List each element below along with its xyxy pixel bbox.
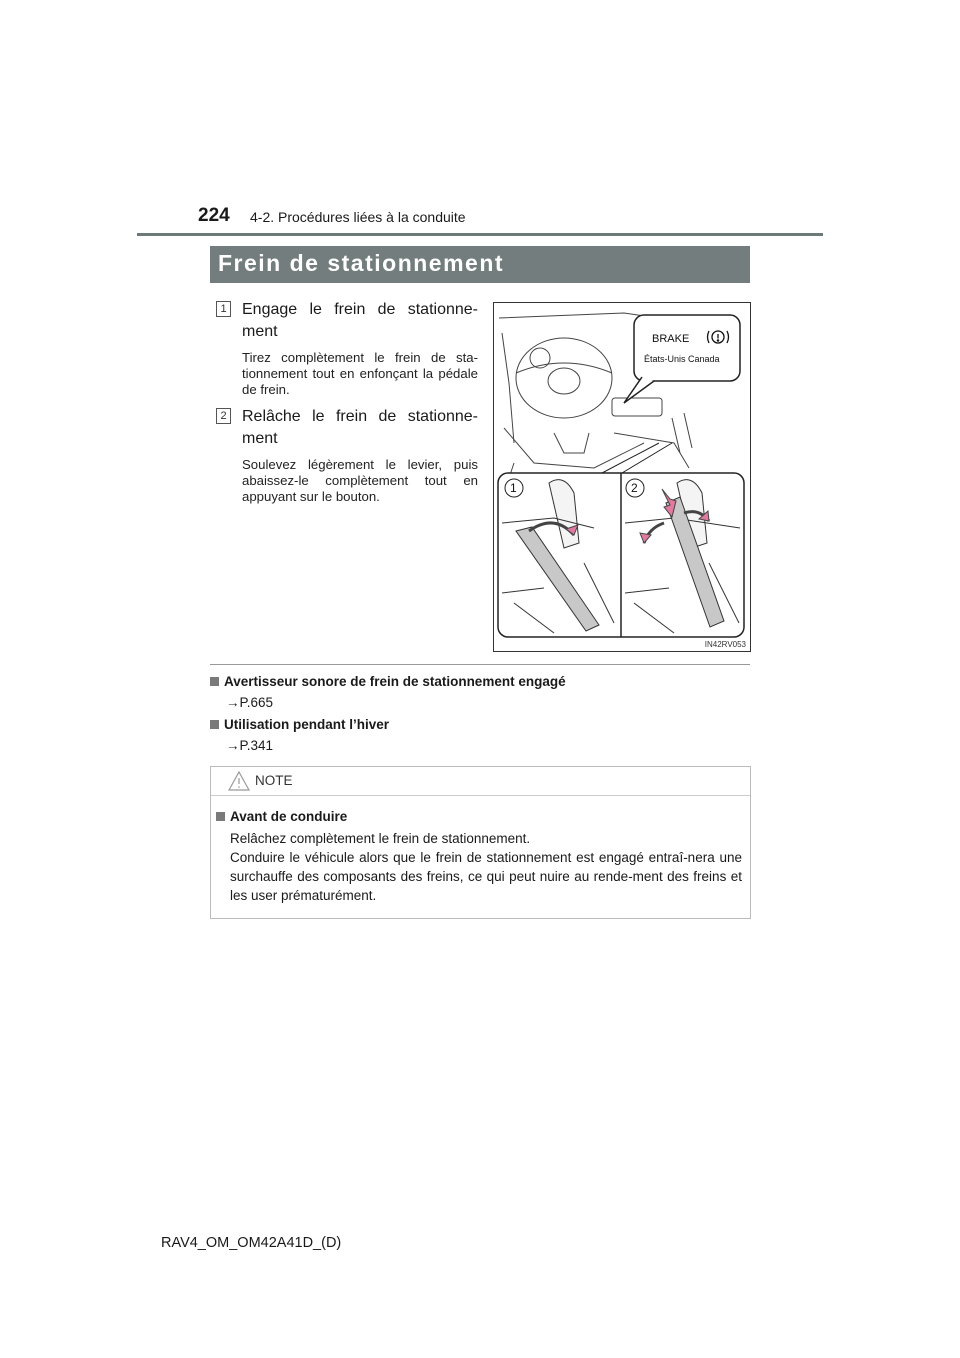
info-item: [210, 674, 566, 689]
parking-brake-illustration: [493, 302, 751, 652]
step-description: Soulevez légèrement le levier, puis abaissez-le complètement tout en appuyant sur le bouton.: [242, 457, 478, 504]
page-reference[interactable]: →P.341: [226, 738, 274, 753]
brake-warning-label: BRAKE: [652, 333, 690, 345]
info-title: Avertisseur sonore de frein de stationnement engagé: [224, 674, 566, 689]
step-description: Tirez complètement le frein de sta-tionnement tout en enfonçant la pédale de frein.: [242, 350, 478, 397]
panel-2-number: 2: [631, 481, 638, 495]
note-subtitle-text: Avant de conduire: [230, 809, 348, 824]
square-bullet-icon: [210, 677, 219, 686]
panel-1-number: 1: [510, 481, 517, 495]
footer-code: RAV4_OM_OM42A41D_(D): [161, 1235, 342, 1251]
info-title: Utilisation pendant l’hiver: [224, 717, 390, 732]
header-rule: [137, 233, 823, 236]
section-label: 4-2. Procédures liées à la conduite: [250, 209, 466, 225]
title-band: [210, 246, 750, 283]
step-number: 1: [216, 301, 231, 317]
info-item: [210, 717, 389, 732]
square-bullet-icon: [216, 812, 225, 821]
note-label: NOTE: [255, 773, 293, 788]
note-line-2: Conduire le véhicule alors que le frein de stationnement est engagé entraî-nera une surchauffe des composants des freins, ce qui peut nuire au rende-ment des freins et les user prématurément.: [230, 850, 742, 903]
square-bullet-icon: [210, 720, 219, 729]
note-text: [230, 829, 742, 905]
page-number: 224: [198, 205, 230, 226]
note-box: [210, 766, 751, 919]
note-line-1: Relâchez complètement le frein de stationnement.: [230, 831, 531, 846]
step-number: 2: [216, 408, 231, 424]
step-title: Relâche le frein de stationne-ment: [242, 408, 478, 447]
note-header: [211, 767, 750, 796]
step-title: Engage le frein de stationne-ment: [242, 301, 478, 340]
page-reference[interactable]: →P.665: [226, 695, 274, 710]
region-label: États-Unis Canada: [644, 354, 720, 364]
page-title: Frein de stationnement: [218, 250, 505, 276]
figure-code: IN42RV053: [704, 640, 746, 649]
warning-triangle-icon: [228, 771, 250, 791]
divider: [210, 664, 750, 665]
note-subtitle: [216, 809, 347, 824]
